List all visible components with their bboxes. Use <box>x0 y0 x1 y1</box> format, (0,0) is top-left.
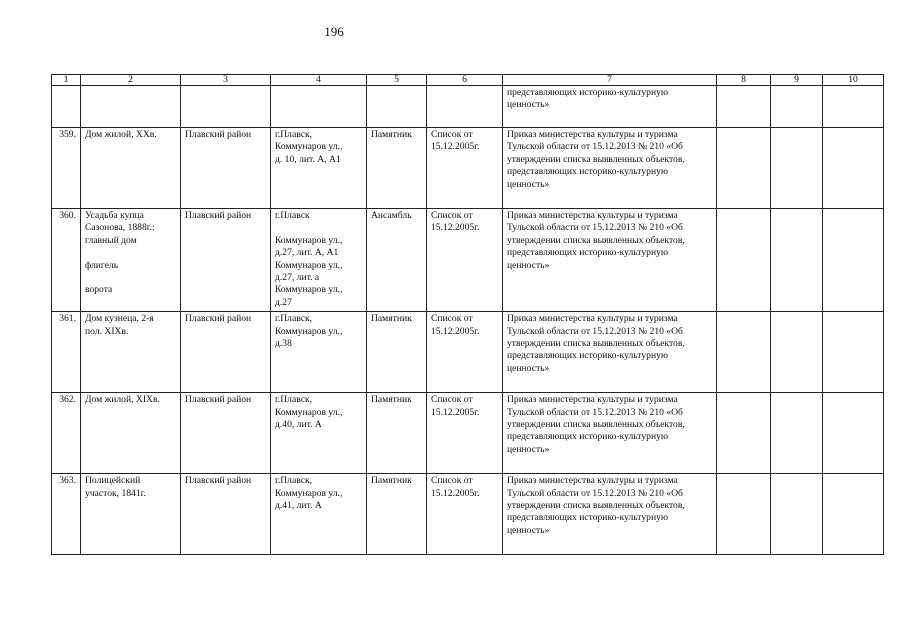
cell-address <box>271 128 367 209</box>
list-line: Список от <box>431 210 473 221</box>
list-line: 15.12.2005г. <box>431 325 480 337</box>
address-line: д.27, лит. а <box>275 272 320 284</box>
cell-col9 <box>771 209 823 312</box>
cell-list <box>427 393 503 474</box>
cell-name <box>81 86 181 128</box>
list-line: Список от <box>431 475 473 487</box>
list-line: Список от <box>431 394 473 406</box>
cell-list <box>427 128 503 209</box>
cell-name <box>81 393 181 474</box>
cell-col8 <box>717 128 771 209</box>
document-line: представляющих историко-культурную <box>507 350 669 362</box>
document-line: утверждении списка выявленных объектов, <box>507 234 685 246</box>
document-line: представляющих историко-культурную <box>507 166 669 178</box>
document-line: представляющих историко-культурную <box>507 512 669 524</box>
object-name-line <box>85 247 176 259</box>
cell-type: Памятник <box>367 393 427 474</box>
table-row <box>52 128 884 209</box>
address-line: г.Плавск, <box>275 129 313 140</box>
page-number: 196 <box>324 24 344 39</box>
document-line: Тульской области от 15.12.2013 № 210 «Об <box>507 141 683 153</box>
cell-col8 <box>717 312 771 393</box>
cell-col8 <box>717 474 771 555</box>
document-line: ценность» <box>507 443 550 455</box>
object-name-line: Усадьба купца <box>85 210 144 221</box>
cell-col9 <box>771 393 823 474</box>
cell-document <box>503 86 717 128</box>
cell-col10 <box>823 312 884 393</box>
address-line: Коммунаров ул., <box>275 487 343 499</box>
document-line: ценность» <box>507 259 550 271</box>
column-header: 8 <box>717 75 771 86</box>
cell-address <box>271 474 367 555</box>
object-name-line: Дом кузнеца, 2-я <box>85 313 154 325</box>
list-line: 15.12.2005г. <box>431 406 480 418</box>
address-line: д.41, лит. А <box>275 500 322 512</box>
address-line: д.40, лит. А <box>275 419 322 431</box>
cell-col8 <box>717 209 771 312</box>
object-name-line: ворота <box>85 284 113 296</box>
column-header: 9 <box>771 75 823 86</box>
cell-name <box>81 128 181 209</box>
address-line: д. 10, лит. А, А1 <box>275 153 341 165</box>
document-line: ценность» <box>507 362 550 374</box>
cell-name <box>81 312 181 393</box>
document-line: ценность» <box>507 524 550 536</box>
cell-address <box>271 86 367 128</box>
address-line: д.38 <box>275 338 292 350</box>
object-name-line: Дом жилой, XIXв. <box>85 394 160 406</box>
address-line: д.27, лит. А, А1 <box>275 247 339 259</box>
list-line: 15.12.2005г. <box>431 222 480 234</box>
address-line: г.Плавск, <box>275 475 313 487</box>
cell-document <box>503 393 717 474</box>
cell-num: 361. <box>52 312 81 393</box>
table-row <box>52 209 884 312</box>
address-line: г.Плавск <box>275 210 310 221</box>
cell-list <box>427 209 503 312</box>
cell-district: Плавский район <box>181 312 271 393</box>
cell-list <box>427 86 503 128</box>
column-header: 2 <box>81 75 181 86</box>
document-line: ценность» <box>507 99 550 111</box>
column-header: 4 <box>271 75 367 86</box>
list-line: Список от <box>431 129 473 140</box>
cell-col10 <box>823 86 884 128</box>
address-line: Коммунаров ул., <box>275 406 343 418</box>
table-row <box>52 474 884 555</box>
cell-col9 <box>771 128 823 209</box>
document-line: Тульской области от 15.12.2013 № 210 «Об <box>507 222 683 234</box>
cell-col9 <box>771 86 823 128</box>
object-name-line: флигель <box>85 259 119 271</box>
document-line: представляющих историко-культурную <box>507 247 669 259</box>
list-line: 15.12.2005г. <box>431 487 480 499</box>
cell-col8 <box>717 393 771 474</box>
cell-num: 363. <box>52 474 81 555</box>
cell-type <box>367 86 427 128</box>
cell-num: 360. <box>52 209 81 312</box>
cell-document <box>503 209 717 312</box>
cell-name <box>81 209 181 312</box>
address-line: г.Плавск, <box>275 313 313 325</box>
address-line: Коммунаров ул., <box>275 284 343 296</box>
document-line: представляющих историко-культурную <box>507 87 669 98</box>
cell-col10 <box>823 209 884 312</box>
column-header: 10 <box>823 75 884 86</box>
cell-num <box>52 86 81 128</box>
address-line <box>275 222 362 234</box>
object-name-line: Полицейский <box>85 475 141 487</box>
cell-district: Плавский район <box>181 393 271 474</box>
cell-document <box>503 474 717 555</box>
cell-num: 362. <box>52 393 81 474</box>
cell-col10 <box>823 474 884 555</box>
cell-document <box>503 128 717 209</box>
document-line: Тульской области от 15.12.2013 № 210 «Об <box>507 487 683 499</box>
table-row <box>52 312 884 393</box>
document-line: утверждении списка выявленных объектов, <box>507 338 685 350</box>
object-name-line: Сазонова, 1888г.: <box>85 222 155 234</box>
document-line: утверждении списка выявленных объектов, <box>507 153 685 165</box>
address-line: Коммунаров ул., <box>275 325 343 337</box>
object-name-line: Дом жилой, XXв. <box>85 129 157 140</box>
document-line: Приказ министерства культуры и туризма <box>507 475 678 487</box>
cell-type: Памятник <box>367 474 427 555</box>
column-number-header-row <box>52 75 884 86</box>
cell-col9 <box>771 312 823 393</box>
document-line: Приказ министерства культуры и туризма <box>507 313 678 325</box>
cell-col10 <box>823 393 884 474</box>
document-line: Приказ министерства культуры и туризма <box>507 129 678 140</box>
cell-num: 359. <box>52 128 81 209</box>
cell-district: Плавский район <box>181 209 271 312</box>
cell-address <box>271 393 367 474</box>
address-line: Коммунаров ул., <box>275 259 343 271</box>
cell-document <box>503 312 717 393</box>
document-line: ценность» <box>507 178 550 190</box>
document-line: утверждении списка выявленных объектов, <box>507 500 685 512</box>
continuation-row <box>52 86 884 128</box>
document-line: представляющих историко-культурную <box>507 431 669 443</box>
document-line: Тульской области от 15.12.2013 № 210 «Об <box>507 406 683 418</box>
cell-col8 <box>717 86 771 128</box>
address-line: д.27 <box>275 296 292 308</box>
address-line: Коммунаров ул., <box>275 141 343 153</box>
cell-address <box>271 312 367 393</box>
column-header: 5 <box>367 75 427 86</box>
address-line: г.Плавск, <box>275 394 313 406</box>
column-header: 7 <box>503 75 717 86</box>
cell-col9 <box>771 474 823 555</box>
address-line: Коммунаров ул., <box>275 234 343 246</box>
table-row <box>52 393 884 474</box>
cell-district <box>181 86 271 128</box>
document-line: Тульской области от 15.12.2013 № 210 «Об <box>507 325 683 337</box>
document-line: Приказ министерства культуры и туризма <box>507 394 678 406</box>
cell-type: Ансамбль <box>367 209 427 312</box>
object-name-line: главный дом <box>85 234 137 246</box>
column-header: 3 <box>181 75 271 86</box>
cell-col10 <box>823 128 884 209</box>
list-line: Список от <box>431 313 473 325</box>
list-line: 15.12.2005г. <box>431 141 480 153</box>
heritage-registry-table <box>51 74 884 555</box>
document-line: утверждении списка выявленных объектов, <box>507 419 685 431</box>
cell-type: Памятник <box>367 128 427 209</box>
object-name-line <box>85 272 176 284</box>
object-name-line: участок, 1841г. <box>85 487 146 499</box>
cell-district: Плавский район <box>181 474 271 555</box>
cell-district: Плавский район <box>181 128 271 209</box>
document-line: Приказ министерства культуры и туризма <box>507 210 678 221</box>
column-header: 1 <box>52 75 81 86</box>
column-header: 6 <box>427 75 503 86</box>
cell-list <box>427 312 503 393</box>
cell-list <box>427 474 503 555</box>
cell-type: Памятник <box>367 312 427 393</box>
cell-name <box>81 474 181 555</box>
cell-address <box>271 209 367 312</box>
object-name-line: пол. XIXв. <box>85 325 129 337</box>
